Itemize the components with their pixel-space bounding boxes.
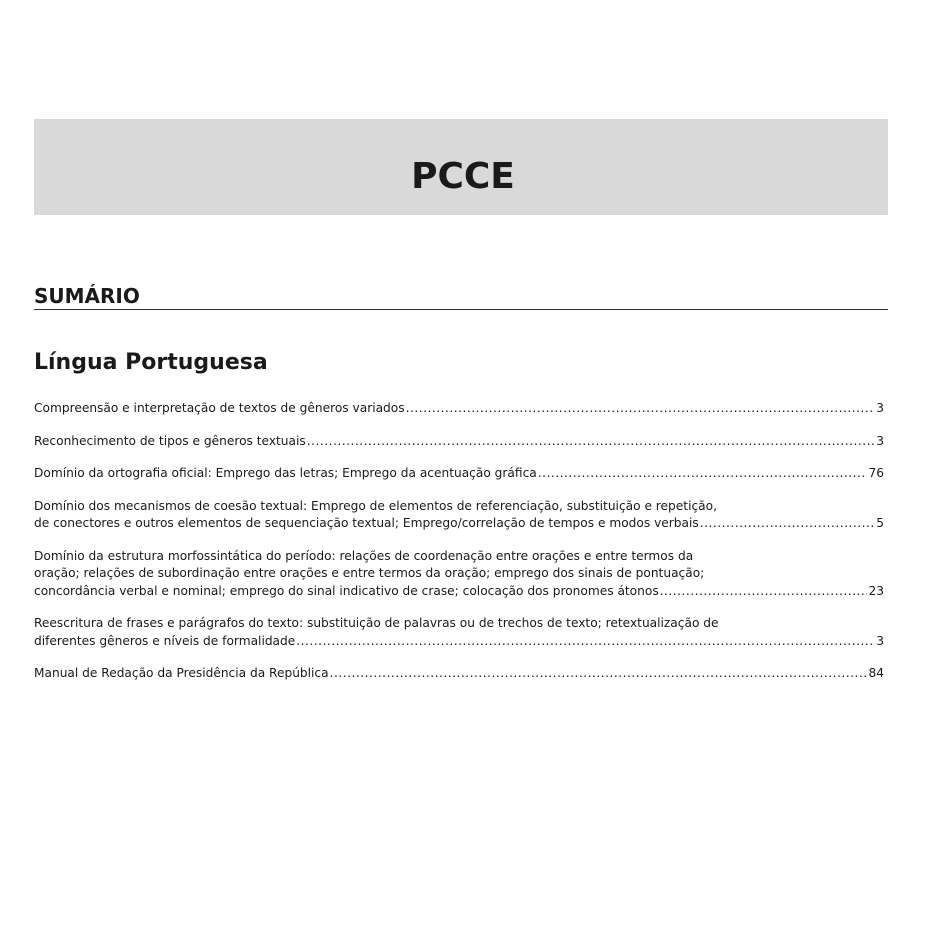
dot-leader xyxy=(700,515,875,533)
toc-entry-final-line xyxy=(34,583,884,601)
toc-entry-text: de conectores e outros elementos de sequenciação textual; Emprego/correlação de tempos e modos verbais xyxy=(34,516,699,530)
dot-leader xyxy=(538,465,868,483)
toc-page-number: 76 xyxy=(868,466,884,480)
toc-entry-line: Domínio da estrutura morfossintática do período: relações de coordenação entre orações e entre termos da xyxy=(34,548,694,563)
toc-entry xyxy=(34,465,884,483)
toc-page-number: 84 xyxy=(868,666,884,680)
summary-divider xyxy=(34,309,888,310)
toc-entry-text: concordância verbal e nominal; emprego do sinal indicativo de crase; colocação dos pronomes átonos xyxy=(34,583,659,598)
summary-heading: SUMÁRIO xyxy=(34,284,140,308)
toc-page-number: 3 xyxy=(876,633,884,648)
toc-entry-line: oração; relações de subordinação entre orações e entre termos da oração; emprego dos sinais de pontuação; xyxy=(34,566,705,580)
toc-entry xyxy=(34,400,884,418)
toc-entry-text: Manual de Redação da Presidência da República xyxy=(34,666,329,680)
dot-leader xyxy=(660,583,868,601)
toc-entry xyxy=(34,615,884,650)
toc-entry-final-line xyxy=(34,633,884,651)
toc-entry-final-line xyxy=(34,515,884,533)
toc-entry-text: Reconhecimento de tipos e gêneros textuais xyxy=(34,433,306,448)
toc-entry-final-line xyxy=(34,433,884,451)
toc-page-number: 3 xyxy=(876,433,884,448)
document-title: PCCE xyxy=(411,156,515,197)
toc-entry xyxy=(34,498,884,533)
section-heading: Língua Portuguesa xyxy=(34,350,268,375)
toc-entry xyxy=(34,548,884,601)
table-of-contents xyxy=(34,400,884,698)
toc-page-number: 3 xyxy=(876,401,884,415)
dot-leader xyxy=(307,433,875,451)
toc-entry-final-line xyxy=(34,465,884,483)
toc-entry xyxy=(34,665,884,683)
toc-entry xyxy=(34,433,884,451)
toc-entry-final-line xyxy=(34,400,884,418)
dot-leader xyxy=(296,633,875,651)
toc-entry-final-line xyxy=(34,665,884,683)
toc-entry-text: Domínio da ortografia oficial: Emprego das letras; Emprego da acentuação gráfica xyxy=(34,466,537,480)
dot-leader xyxy=(406,400,876,418)
toc-entry-line: Domínio dos mecanismos de coesão textual: Emprego de elementos de referenciação, substituição e repetição, xyxy=(34,498,717,513)
toc-page-number: 5 xyxy=(876,516,884,530)
toc-page-number: 23 xyxy=(868,583,884,598)
toc-entry-line: Reescritura de frases e parágrafos do texto: substituição de palavras ou de trechos de texto; retextualização de xyxy=(34,616,719,630)
dot-leader xyxy=(330,665,868,683)
toc-entry-text: diferentes gêneros e níveis de formalidade xyxy=(34,633,296,648)
toc-entry-text: Compreensão e interpretação de textos de gêneros variados xyxy=(34,401,405,415)
